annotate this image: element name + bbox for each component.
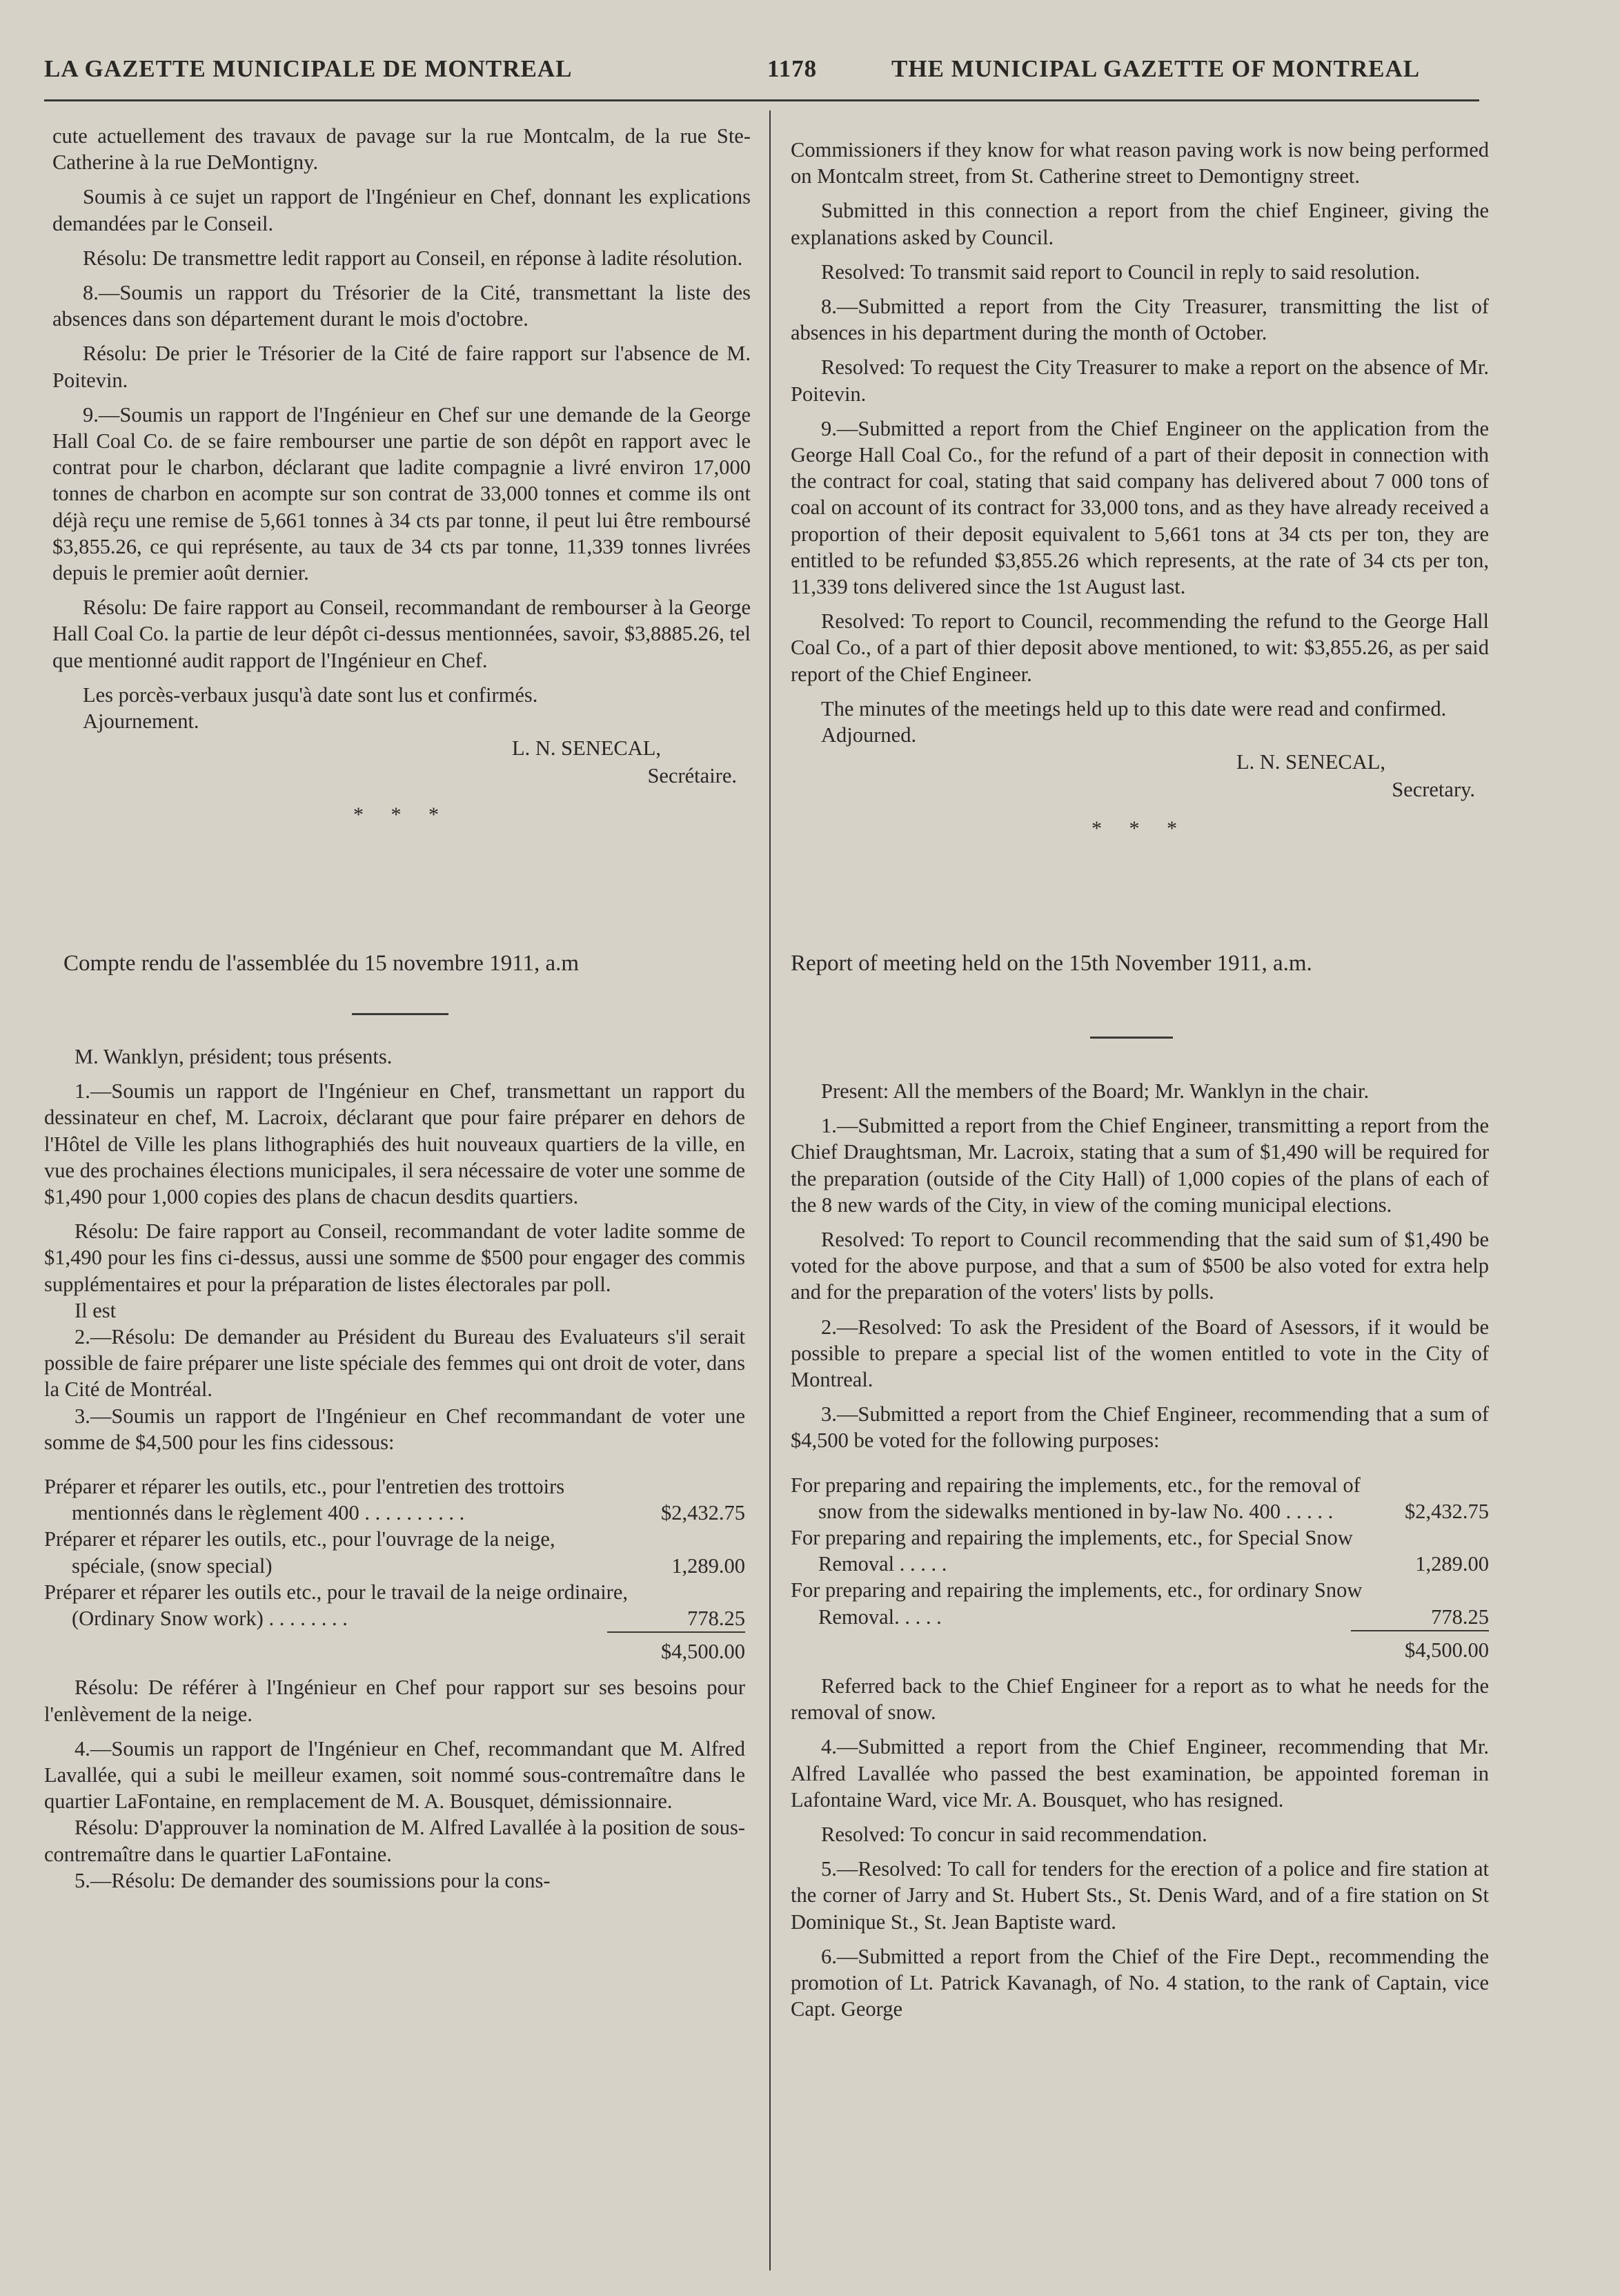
paragraph: 3.—Submitted a report from the Chief Engineer, recommending that a sum of $4,500 be voted for the following purposes:	[791, 1402, 1489, 1453]
paragraph: Il est	[75, 1298, 117, 1322]
paragraph: 5.—Resolved: To call for tenders for the erection of a police and fire station at the corner of Jarry and St. Hubert Sts., St. Denis Ward, and of a fire station on St Dominique St., St. Jean Baptiste ward.	[791, 1857, 1489, 1934]
right-column-bottom	[791, 1078, 1489, 2023]
left-column-top	[52, 123, 751, 841]
paragraph: Resolved: To report to Council recommending that the said sum of $1,490 be voted for the above purpose, and that a sum of $500 be also voted for extra help and for the preparation of the voters' lists by polls.	[791, 1228, 1489, 1304]
paragraph: Soumis à ce sujet un rapport de l'Ingénieur en Chef, donnant les explications demandées par le Conseil.	[52, 185, 751, 235]
paragraph: Present: All the members of the Board; Mr. Wanklyn in the chair.	[821, 1079, 1370, 1103]
table-total-row	[791, 1630, 1489, 1663]
table-item-description: For preparing and repairing the implements, etc., for Special Snow Removal . . . . .	[791, 1526, 1353, 1576]
paragraph: Ajournement.	[83, 709, 199, 734]
paragraph: Résolu: De transmettre ledit rapport au Conseil, en réponse à ladite résolution.	[83, 246, 743, 270]
paragraph: 4.—Soumis un rapport de l'Ingénieur en Chef, recommandant que M. Alfred Lavallée, qui a subi le meilleur examen, soit nommé sous-contremaître dans le quartier LaFontaine, en remplacement de M. A. Bousquet, démissionnaire.	[44, 1736, 745, 1814]
signature-name: L. N. SENECAL,	[511, 736, 661, 761]
paragraph: Resolved: To report to Council, recommending the refund to the George Hall Coal Co., of a part of thier deposit above mentioned, to wit: $3,855.26, as per said report of the Chief Engineer.	[791, 609, 1489, 686]
paragraph: Résolu: De faire rapport au Conseil, recommandant de rembourser à la George Hall Coal Co. la partie de leur dépôt ci-dessus mentionnées, savoir, $3,8885.26, tel que mentionné audit rapport de l'Ingénieur en Chef.	[52, 596, 751, 672]
paragraph: The minutes of the meetings held up to this date were read and confirmed.	[821, 696, 1447, 720]
column-divider	[769, 110, 771, 2270]
paragraph: cute actuellement des travaux de pavage sur la rue Montcalm, de la rue Ste-Catherine à la rue DeMontigny.	[52, 124, 751, 175]
table-item-amount: $2,432.75	[661, 1501, 745, 1525]
table-row	[44, 1526, 745, 1578]
table-row	[44, 1473, 745, 1526]
paragraph: 3.—Soumis un rapport de l'Ingénieur en Chef recommandant de voter une somme de $4,500 pour les fins cidessous:	[44, 1404, 745, 1454]
paragraph: 8.—Submitted a report from the City Treasurer, transmitting the list of absences in his department during the month of October.	[791, 295, 1489, 345]
page-number: 1178	[767, 55, 818, 82]
paragraph: Résolu: D'approuver la nomination de M. Alfred Lavallée à la position de sous-contremaître dans le quartier LaFontaine.	[44, 1816, 745, 1866]
table-row	[44, 1579, 745, 1631]
paragraph: 2.—Résolu: De demander au Président du Bureau des Evaluateurs s'il serait possible de faire préparer une liste spéciale des femmes qui ont droit de voter, dans la Cité de Montréal.	[44, 1325, 745, 1402]
paragraph: 1.—Soumis un rapport de l'Ingénieur en Chef, transmettant un rapport du dessinateur en chef, M. Lacroix, déclarant que pour faire préparer en dehors de l'Hôtel de Ville les plans lithographiés des huit nouveaux quartiers de la ville, en vue des prochaines élections municipales, il sera nécessaire de voter une somme de $1,490 pour 1,000 copies des plans de chacun desdits quartiers.	[44, 1079, 745, 1209]
table-total-row	[44, 1631, 745, 1665]
table-item-description: For preparing and repairing the implements, etc., for the removal of snow from the sidewalks mentioned in by-law No. 400 . . . . .	[791, 1473, 1361, 1523]
header-rule	[44, 99, 1479, 101]
table-item-amount: 1,289.00	[671, 1553, 745, 1578]
meeting-title-english: Report of meeting held on the 15th November 1911, a.m.	[791, 951, 1312, 976]
left-column-bottom	[44, 1043, 745, 1894]
table-item-description: Préparer et réparer les outils etc., pour le travail de la neige ordinaire, (Ordinary Snow work) . . . . . . . .	[44, 1580, 628, 1631]
table-total-amount: $4,500.00	[607, 1631, 745, 1665]
table-item-description: Préparer et réparer les outils, etc., pour l'entretien des trottoirs mentionnés dans le règlement 400 . . . . . . . . . .	[44, 1475, 565, 1525]
paragraph: Resolved: To concur in said recommendation.	[821, 1823, 1207, 1847]
paragraph: Adjourned.	[821, 723, 917, 747]
table-row	[791, 1524, 1489, 1577]
meeting-title-french: Compte rendu de l'assemblée du 15 novembre 1911, a.m	[63, 951, 580, 976]
expense-table	[791, 1472, 1489, 1663]
table-row	[791, 1472, 1489, 1524]
paragraph: Les porcès-verbaux jusqu'à date sont lus et confirmés.	[83, 683, 538, 707]
paragraph: M. Wanklyn, président; tous présents.	[75, 1045, 393, 1068]
section-stars: * * *	[353, 803, 450, 827]
paragraph: 1.—Submitted a report from the Chief Engineer, transmitting a report from the Chief Draughtsman, Mr. Lacroix, stating that a sum of $1,490 will be required for the preparation (outside of the City Hall) of 1,000 copies of the plans of each of the 8 new wards of the City, in view of the coming municipal elections.	[791, 1114, 1489, 1217]
table-item-amount: $2,432.75	[1405, 1499, 1489, 1523]
paragraph: 2.—Resolved: To ask the President of the Board of Asessors, if it would be possible to prepare a special list of the women entitled to vote in the City of Montreal.	[791, 1315, 1489, 1392]
table-item-amount: 778.25	[1431, 1605, 1489, 1629]
signature-title: Secrétaire.	[647, 764, 737, 788]
table-item-amount: 778.25	[687, 1607, 745, 1631]
paragraph: Résolu: De faire rapport au Conseil, recommandant de voter ladite somme de $1,490 pour les fins ci-dessus, aussi une somme de $500 pour engager des commis supplémentaires et pour la préparation de listes électorales par poll.	[44, 1219, 745, 1296]
section-stars: * * *	[1091, 817, 1188, 841]
header-french-title: LA GAZETTE MUNICIPALE DE MONTREAL	[44, 55, 573, 82]
signature-title: Secretary.	[1392, 778, 1475, 802]
paragraph: Commissioners if they know for what reason paving work is now being performed on Montcalm street, from St. Catherine street to Demontigny street.	[791, 138, 1489, 188]
paragraph: 9.—Submitted a report from the Chief Engineer on the application from the George Hall Coal Co., for the refund of a part of their deposit in connection with the contract for coal, stating that said company has delivered about 7 000 tons of coal on account of its contract for 33,000 tons, and as they have already received a proportion of their deposit equivalent to 5,661 tons at 34 cts per ton, they are entitled to be refunded $3,855.26 which represents, at the rate of 34 cts per ton, 11,339 tons delivered since the 1st August last.	[791, 416, 1489, 599]
table-item-description: Préparer et réparer les outils, etc., pour l'ouvrage de la neige, spéciale, (snow special)	[44, 1527, 555, 1578]
table-total-amount: $4,500.00	[1351, 1630, 1489, 1663]
separator-rule	[352, 1013, 448, 1015]
table-row	[791, 1577, 1489, 1629]
paragraph: Résolu: De prier le Trésorier de la Cité de faire rapport sur l'absence de M. Poitevin.	[52, 342, 751, 392]
paragraph: Resolved: To request the City Treasurer to make a report on the absence of Mr. Poitevin.	[791, 355, 1489, 406]
paragraph: Résolu: De référer à l'Ingénieur en Chef pour rapport sur ses besoins pour l'enlèvement de la neige.	[44, 1676, 745, 1726]
paragraph: Resolved: To transmit said report to Council in reply to said resolution.	[821, 259, 1421, 284]
paragraph: 4.—Submitted a report from the Chief Engineer, recommending that Mr. Alfred Lavallée who passed the best examination, be appointed foreman in Lafontaine Ward, vice Mr. A. Bousquet, who has resigned.	[791, 1735, 1489, 1812]
table-item-amount: 1,289.00	[1415, 1552, 1489, 1576]
paragraph: 8.—Soumis un rapport du Trésorier de la Cité, transmettant la liste des absences dans son département durant le mois d'octobre.	[52, 281, 751, 331]
header-english-title: THE MUNICIPAL GAZETTE OF MONTREAL	[891, 55, 1421, 82]
signature-name: L. N. SENECAL,	[1236, 750, 1385, 774]
paragraph: 9.—Soumis un rapport de l'Ingénieur en Chef sur une demande de la George Hall Coal Co. de se faire rembourser une partie de son dépôt en rapport avec le contrat pour le charbon, déclarant que ladite compagnie a livré environ 17,000 tonnes de charbon en acompte sur son contrat de 33,000 tonnes et comme ils ont déjà reçu une remise de 5,661 tonnes à 34 cts par tonne, il peut lui être remboursé $3,855.26, ce qui représente, au taux de 34 cts par tonne, 11,339 tonnes livrées depuis le premier août dernier.	[52, 402, 751, 585]
separator-rule	[1090, 1037, 1173, 1039]
paragraph: 6.—Submitted a report from the Chief of the Fire Dept., recommending the promotion of Lt. Patrick Kavanagh, of No. 4 station, to the rank of Captain, vice Capt. George	[791, 1944, 1489, 2021]
paragraph: 5.—Résolu: De demander des soumissions pour la cons-	[75, 1868, 551, 1892]
paragraph: Referred back to the Chief Engineer for a report as to what he needs for the removal of snow.	[791, 1674, 1489, 1725]
paragraph: Submitted in this connection a report from the chief Engineer, giving the explanations asked by Council.	[791, 199, 1489, 249]
table-item-description: For preparing and repairing the implements, etc., for ordinary Snow Removal. . . . .	[791, 1578, 1363, 1629]
right-column-top	[791, 137, 1489, 854]
expense-table	[44, 1473, 745, 1665]
